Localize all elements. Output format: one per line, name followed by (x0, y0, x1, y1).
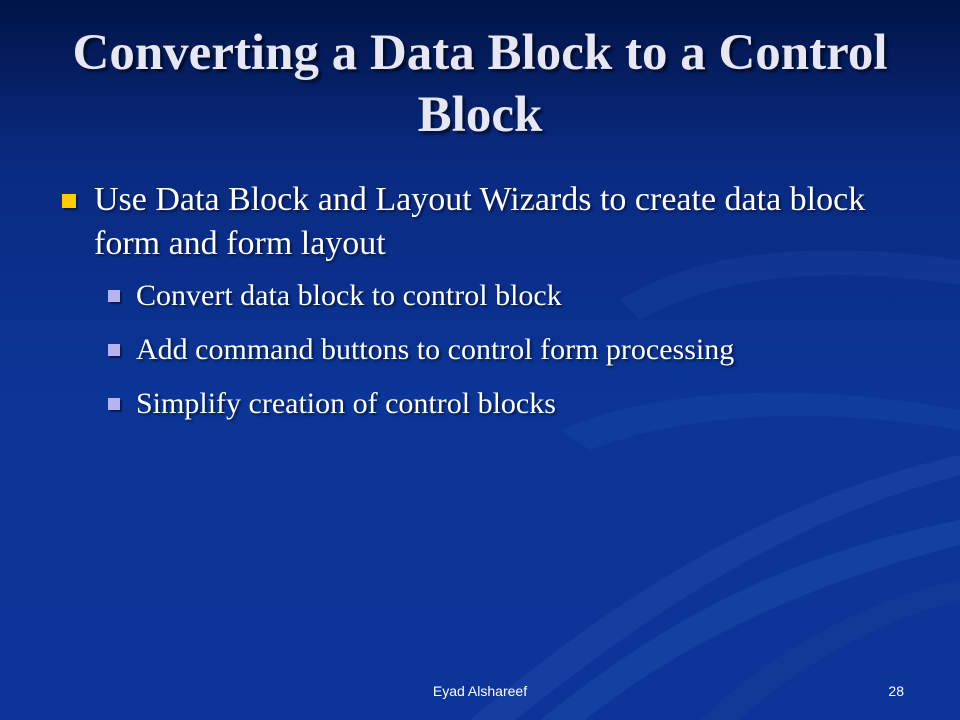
lavender-square-bullet-icon (108, 344, 120, 356)
page-number: 28 (888, 683, 904, 699)
slide-content (60, 178, 920, 424)
yellow-square-bullet-icon (62, 194, 76, 208)
sub-bullet-item (60, 330, 920, 370)
sub-bullet-text: Convert data block to control block (136, 279, 562, 312)
sub-bullet-item (60, 384, 920, 424)
slide-title: Converting a Data Block to a Control Block (72, 25, 888, 143)
sub-bullet-text: Add command buttons to control form processing (136, 333, 735, 366)
lavender-square-bullet-icon (108, 290, 120, 302)
bullet-text: Use Data Block and Layout Wizards to create data block form and form layout (94, 181, 866, 262)
lavender-square-bullet-icon (108, 398, 120, 410)
sub-bullet-item (60, 276, 920, 316)
bullet-item-level1 (60, 178, 920, 266)
footer-author: Eyad Alshareef (432, 683, 528, 699)
sub-bullet-list (60, 276, 920, 424)
sub-bullet-text: Simplify creation of control blocks (136, 387, 556, 420)
